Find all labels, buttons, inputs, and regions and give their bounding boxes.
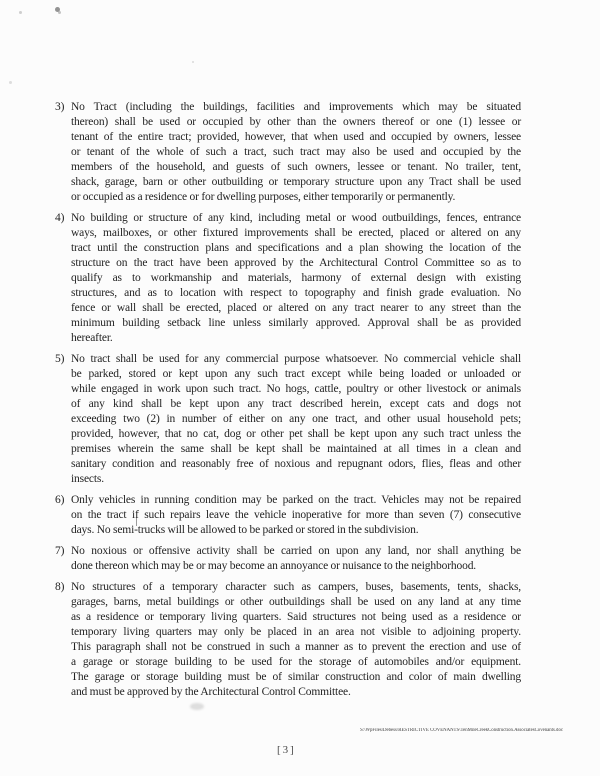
paragraph-line: No tract shall be used for any commercial purpose whatsoever. No commercial vehicle shall (71, 353, 521, 365)
paragraph-number: 5) (55, 353, 65, 365)
paragraph-line: garages, barns, metal buildings or other outbuildings shall be used on any land at any time (71, 596, 521, 608)
paragraph-line: a garage or storage building to be used for the storage of automobiles and/or equipment. (71, 656, 521, 668)
paragraph-text (71, 493, 521, 538)
paragraph-line: insects. (71, 473, 104, 485)
paragraph-line: tract until the construction plans and specifications and a plan showing the location of the (71, 242, 521, 254)
paragraph-line: shack, garage, barn or other outbuilding or temporary structure upon any Tract shall be used (71, 176, 521, 188)
paragraph-line: The garage or storage building must be of similar construction and color of main dwelling (71, 671, 521, 683)
paragraph-line: sanitary condition and reasonably free of noxious and repugnant odors, flies, fleas and other (71, 458, 521, 470)
paragraph-line: minimum building setback line unless similarly approved. Approval shall be as provided (71, 317, 521, 329)
paragraph-line: members of the household, and guests of such owners, lessee or tenant. No trailer, tent, (71, 161, 521, 173)
scan-artifact (55, 7, 60, 12)
paragraph-number: 4) (55, 212, 65, 224)
scan-artifact (19, 11, 22, 14)
covenant-paragraph (55, 211, 521, 346)
paragraph-line: No Tract (including the buildings, facilities and improvements which may be situated (71, 101, 521, 113)
paragraph-line: provided, however, that no cat, dog or other pet shall be kept upon any such tract unless the (71, 428, 521, 440)
footer-file-path: S:\WpFiles\Debess\RESTRICTIVE COVENANTS\TenMileCreekConstruction.AssociatesCovenants.doc (360, 728, 563, 733)
covenant-paragraph (55, 544, 521, 574)
paragraph-line: be parked, stored or kept upon any such tract except while being loaded or unloaded or (71, 368, 521, 380)
paragraph-line: or occupied as a residence or for dwelling purposes, either temporarily or permanently. (71, 191, 456, 203)
paragraph-number: 7) (55, 545, 65, 557)
paragraph-line: of any kind shall be kept upon any tract described herein, except cats and dogs not (71, 398, 521, 410)
paragraph-line: tenant of the entire tract; provided, however, that when used and occupied by owners, lessee (71, 131, 521, 143)
paragraph-line: on the tract if such repairs leave the vehicle inoperative for more than seven (7) consecutive (71, 509, 521, 521)
paragraph-line: while engaged in work upon such tract. No hogs, cattle, poultry or other livestock or animals (71, 383, 521, 395)
paragraph-line: and must be approved by the Architectural Control Committee. (71, 686, 351, 698)
covenant-paragraph (55, 100, 521, 205)
paragraph-line: No structures of a temporary character such as campers, buses, basements, tents, shacks, (71, 581, 521, 593)
paragraph-line: temporary living quarters may only be placed in an area not visible to adjoining property. (71, 626, 521, 638)
paragraph-text (71, 352, 521, 487)
covenant-paragraph (55, 352, 521, 487)
paragraph-text (71, 211, 521, 346)
paragraph-line: structure on the tract have been approved by the Architectural Control Committee so as to (71, 257, 521, 269)
paragraph-line: days. No semi-trucks will be allowed to be parked or stored in the subdivision. (71, 524, 419, 536)
paragraph-text (71, 544, 521, 574)
paragraph-text (71, 100, 521, 205)
paragraph-number: 8) (55, 581, 65, 593)
paragraph-line: This paragraph shall not be construed in such a manner as to prevent the erection and use of (71, 641, 521, 653)
scan-artifact (192, 61, 194, 63)
paragraph-number: 3) (55, 101, 65, 113)
paragraph-line: as a residence or temporary living quarters. Said structures not being used as a residence or (71, 611, 521, 623)
paragraph-line: structures, and as to location with respect to topography and finish grade evaluation. No (71, 287, 521, 299)
paragraph-number: 6) (55, 494, 65, 506)
scan-artifact (9, 81, 12, 84)
paragraph-line: No building or structure of any kind, including metal or wood outbuildings, fences, entrance (71, 212, 521, 224)
paragraph-line: No noxious or offensive activity shall be carried on upon any land, nor shall anything be (71, 545, 521, 557)
covenant-paragraph (55, 493, 521, 538)
paragraph-line: hereafter. (71, 332, 113, 344)
paragraph-line: thereon) shall be used or occupied by other than the owners thereof or one (1) lessee or (71, 116, 521, 128)
paragraph-line: fence or wall shall be erected, placed or altered on any tract nearer to any street than the (71, 302, 521, 314)
paragraph-line: or tenant of the whole of such a tract, such tract may also be used and occupied by the (71, 146, 521, 158)
paragraph-line: ways, mailboxes, or other fixtured improvements shall be erected, placed or altered on any (71, 227, 521, 239)
paragraph-line: premises wherein the same shall be kept shall be maintained at all times in a clean and (71, 443, 521, 455)
paragraph-line: exceeding two (2) in number of either on any one tract, and other usual household pets; (71, 413, 521, 425)
paragraph-line: qualify as to workmanship and materials, harmony of external design with existing (71, 272, 521, 284)
page-number: [3] (277, 744, 296, 756)
covenant-paragraph-list (55, 100, 521, 706)
paragraph-line: done thereon which may be or may become an annoyance or nuisance to the neighborhood. (71, 560, 477, 572)
paragraph-line: Only vehicles in running condition may be parked on the tract. Vehicles may not be repaired (71, 494, 521, 506)
paragraph-text (71, 580, 521, 700)
covenant-paragraph (55, 580, 521, 700)
